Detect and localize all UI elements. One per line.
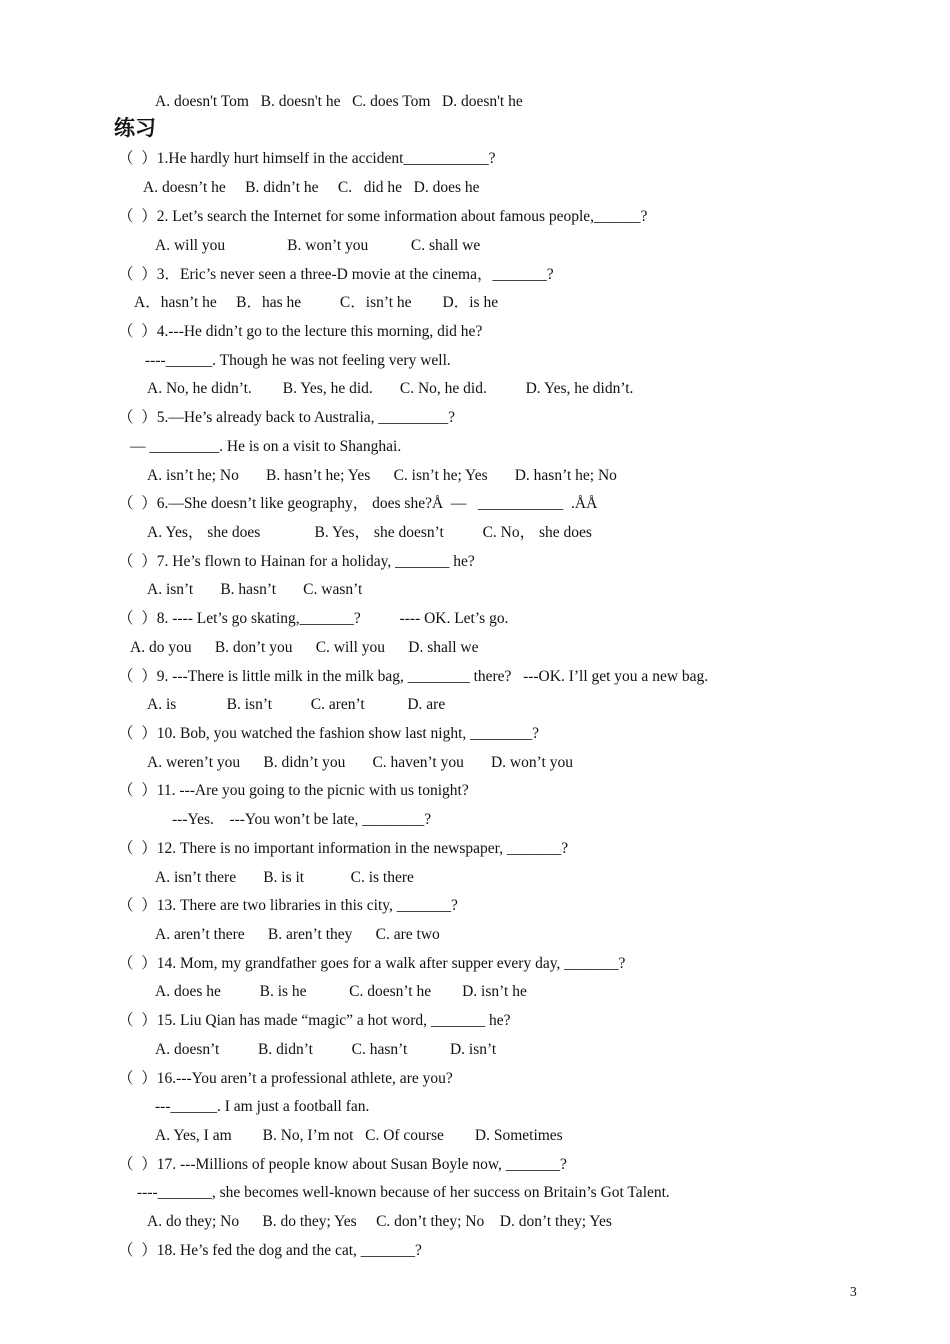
- answer-options: A. doesn’t he B. didn’t he C. did he D. does he: [143, 179, 480, 196]
- question-text: （ ）14. Mom, my grandfather goes for a walk after supper every day, _______?: [118, 955, 626, 972]
- answer-options: A. doesn't Tom B. doesn't he C. does Tom D. doesn't he: [155, 93, 523, 110]
- dialogue-line: ---Yes. ---You won’t be late, ________?: [172, 811, 432, 828]
- dialogue-line: ----_______, she becomes well-known because of her success on Britain’s Got Talent.: [137, 1184, 670, 1201]
- answer-options: A. do they; No B. do they; Yes C. don’t they; No D. don’t they; Yes: [147, 1213, 612, 1230]
- question-text: （ ）10. Bob, you watched the fashion show last night, ________?: [118, 725, 540, 742]
- question-text: （ ）17. ---Millions of people know about Susan Boyle now, _______?: [118, 1156, 567, 1173]
- question-text: （ ）8. ---- Let’s go skating,_______? ---- OK. Let’s go.: [118, 610, 509, 627]
- answer-options: A. does he B. is he C. doesn’t he D. isn’t he: [155, 983, 527, 1000]
- question-text: （ ）7. He’s flown to Hainan for a holiday, _______ he?: [118, 553, 475, 570]
- question-text: （ ）13. There are two libraries in this city, _______?: [118, 897, 458, 914]
- question-text: （ ）9. ---There is little milk in the milk bag, ________ there? ---OK. I’ll get you a new bag.: [118, 668, 709, 685]
- question-text: （ ）1.He hardly hurt himself in the accident___________?: [118, 150, 496, 167]
- answer-options: A. Yes, I am B. No, I’m not C. Of course D. Sometimes: [155, 1127, 563, 1144]
- question-text: （ ）6.—She doesn’t like geography， does she?Å — ___________ .ÅÅ: [118, 495, 598, 512]
- question-text: （ ）15. Liu Qian has made “magic” a hot word, _______ he?: [118, 1012, 511, 1029]
- answer-options: A. aren’t there B. aren’t they C. are two: [155, 926, 440, 943]
- section-heading: 练习: [114, 116, 156, 140]
- answer-options: A. weren’t you B. didn’t you C. haven’t you D. won’t you: [147, 754, 573, 771]
- answer-options: A. Yes， she does B. Yes， she doesn’t C. No， she does: [147, 524, 592, 541]
- page-number: 3: [850, 1284, 857, 1299]
- question-text: （ ）3．Eric’s never seen a three-D movie at the cinema，_______?: [118, 266, 554, 283]
- answer-options: A．hasn’t he B．has he C．isn’t he D．is he: [134, 294, 499, 311]
- question-text: （ ）2. Let’s search the Internet for some information about famous people,______?: [118, 208, 648, 225]
- question-text: （ ）5.—He’s already back to Australia, _________?: [118, 409, 456, 426]
- answer-options: A. will you B. won’t you C. shall we: [155, 237, 481, 254]
- question-text: （ ）11. ---Are you going to the picnic with us tonight?: [118, 782, 469, 799]
- answer-options: A. is B. isn’t C. aren’t D. are: [147, 696, 446, 713]
- question-text: （ ）16.---You aren’t a professional athlete, are you?: [118, 1070, 453, 1087]
- answer-options: A. No, he didn’t. B. Yes, he did. C. No, he did. D. Yes, he didn’t.: [147, 380, 634, 397]
- answer-options: A. isn’t B. hasn’t C. wasn’t: [147, 581, 363, 598]
- dialogue-line: ---______. I am just a football fan.: [155, 1098, 370, 1115]
- dialogue-line: ----______. Though he was not feeling very well.: [145, 352, 451, 369]
- answer-options: A. isn’t he; No B. hasn’t he; Yes C. isn’t he; Yes D. hasn’t he; No: [147, 467, 617, 484]
- question-text: （ ）12. There is no important information in the newspaper, _______?: [118, 840, 569, 857]
- dialogue-line: — _________. He is on a visit to Shanghai.: [130, 438, 402, 455]
- question-text: （ ）4.---He didn’t go to the lecture this morning, did he?: [118, 323, 483, 340]
- question-text: （ ）18. He’s fed the dog and the cat, _______?: [118, 1242, 422, 1259]
- answer-options: A. doesn’t B. didn’t C. hasn’t D. isn’t: [155, 1041, 497, 1058]
- answer-options: A. do you B. don’t you C. will you D. shall we: [130, 639, 479, 656]
- answer-options: A. isn’t there B. is it C. is there: [155, 869, 414, 886]
